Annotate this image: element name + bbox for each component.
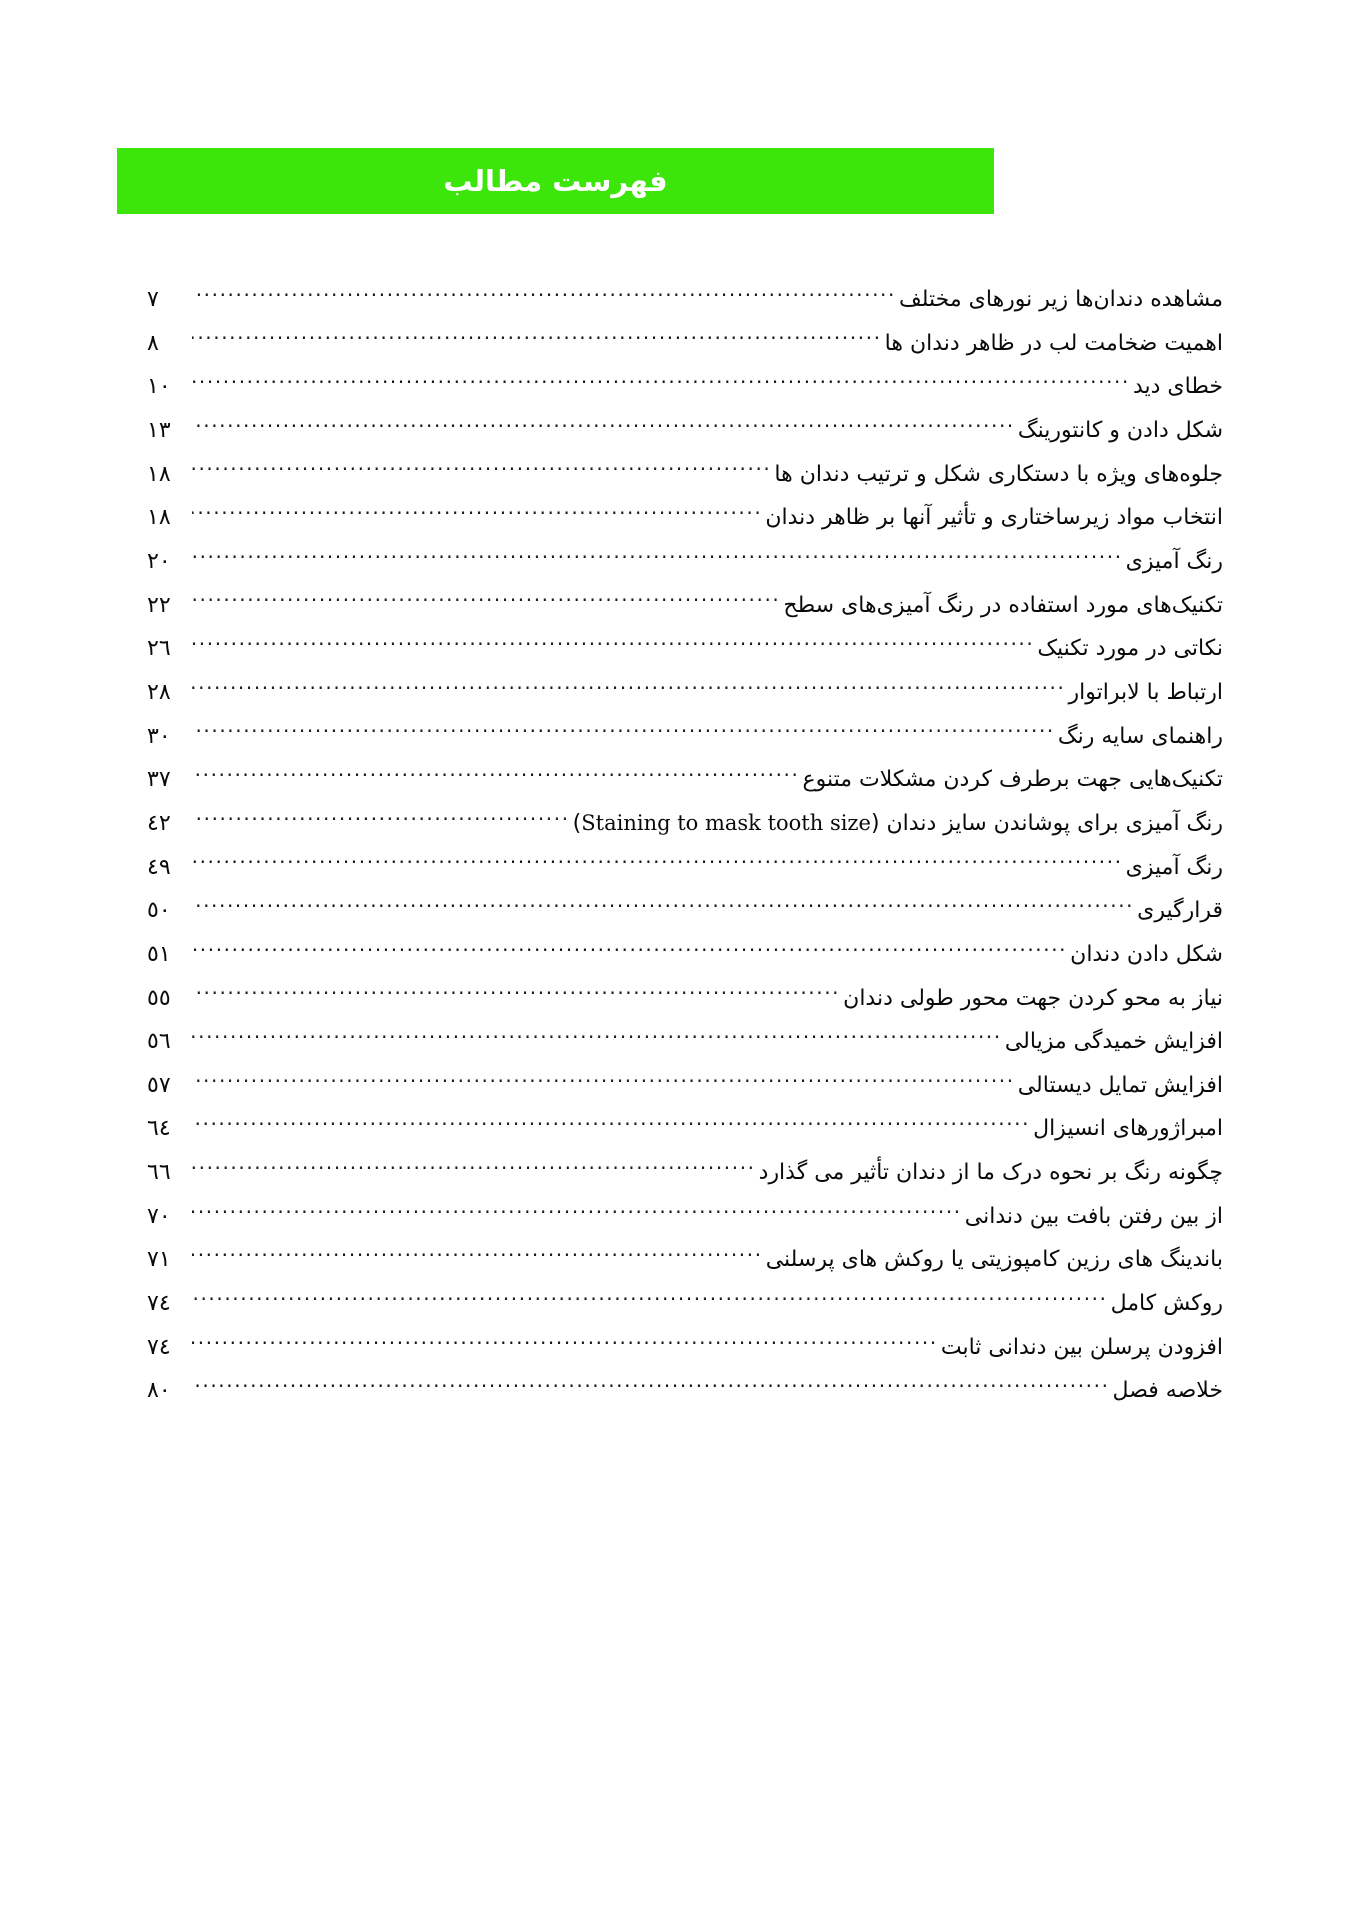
toc-entry-page-number: ١٨ [147, 505, 171, 531]
toc-entry[interactable] [145, 328, 1223, 358]
toc-entry[interactable] [145, 633, 1223, 663]
toc-entry-page-number: ٥٥ [147, 985, 171, 1011]
toc-entry-title: ارتباط با لابراتوار [1068, 679, 1223, 705]
toc-leader-dots [192, 1332, 938, 1354]
toc-entry-title: افزایش تمایل دیستالی [1017, 1072, 1223, 1098]
toc-entry-page-number: ٤٢ [147, 810, 171, 836]
toc-leader-dots [192, 502, 762, 524]
toc-leader-dots [192, 808, 570, 830]
toc-entry[interactable] [145, 808, 1223, 838]
toc-leader-dots [192, 721, 1055, 743]
toc-entry-page-number: ١٣ [147, 417, 171, 443]
toc-entry-title: رنگ آمیزی برای پوشاندن سایز دندان (Staining to mask tooth size) [572, 810, 1223, 836]
toc-entry-title: تکنیک‌های مورد استفاده در رنگ آمیزی‌های سطح [783, 592, 1223, 618]
toc-leader-dots [192, 895, 1134, 917]
toc-entry[interactable] [145, 590, 1223, 620]
toc-entry[interactable] [145, 459, 1223, 489]
toc-entry-title: قرارگیری [1137, 898, 1223, 924]
toc-leader-dots [192, 1244, 763, 1266]
toc-entry[interactable] [145, 1070, 1223, 1100]
toc-leader-dots [192, 852, 1123, 874]
toc-entry-page-number: ٦٤ [147, 1116, 171, 1142]
toc-leader-dots [192, 764, 799, 786]
toc-entry-page-number: ٢٠ [147, 548, 171, 574]
toc-entry-page-number: ٧٤ [147, 1291, 171, 1317]
toc-entry[interactable] [145, 677, 1223, 707]
toc-leader-dots [192, 1375, 1110, 1397]
toc-entry[interactable] [145, 1026, 1223, 1056]
toc-entry[interactable] [145, 284, 1223, 314]
toc-entry-title: تکنیک‌هایی جهت برطرف کردن مشکلات متنوع [802, 767, 1223, 793]
toc-entry-title-latin: Staining to mask tooth size [581, 810, 871, 835]
toc-entry-title: باندینگ های رزین کامپوزیتی یا روکش های پرسلنی [765, 1247, 1223, 1273]
toc-leader-dots [192, 983, 840, 1005]
toc-entry[interactable] [145, 1375, 1223, 1405]
toc-leader-dots [192, 371, 1130, 393]
toc-entry-title: راهنمای سایه رنگ [1057, 723, 1223, 749]
page-title: فهرست مطالب [443, 163, 668, 198]
toc-leader-dots [192, 459, 771, 481]
toc-leader-dots [192, 1201, 962, 1223]
toc-entry-page-number: ٧١ [147, 1247, 171, 1273]
toc-entry-title: شکل دادن دندان [1070, 941, 1223, 967]
toc-leader-dots [192, 677, 1065, 699]
toc-entry-page-number: ٨ [147, 330, 159, 356]
toc-entry-title: شکل دادن و کانتورینگ [1017, 417, 1223, 443]
toc-leader-dots [192, 1113, 1030, 1135]
toc-entry-page-number: ٧٤ [147, 1334, 171, 1360]
toc-entry-title: امبراژورهای انسیزال [1033, 1116, 1223, 1142]
toc-entry-page-number: ٢٨ [147, 679, 171, 705]
toc-entry-title: انتخاب مواد زیرساختاری و تأثیر آنها بر ظاهر دندان [765, 505, 1223, 531]
table-of-contents-list [0, 284, 1363, 1419]
toc-leader-dots [192, 284, 896, 306]
toc-entry[interactable] [145, 1113, 1223, 1143]
toc-leader-dots [192, 415, 1015, 437]
toc-entry-page-number: ١٨ [147, 461, 171, 487]
toc-entry-page-number: ٦٦ [147, 1160, 171, 1186]
toc-entry-page-number: ٢٦ [147, 636, 171, 662]
toc-entry[interactable] [145, 1201, 1223, 1231]
toc-leader-dots [192, 1288, 1108, 1310]
toc-entry-page-number: ٧٠ [147, 1203, 171, 1229]
toc-entry-title: اهمیت ضخامت لب در ظاهر دندان ها [884, 330, 1223, 356]
toc-entry-page-number: ٥٦ [147, 1029, 171, 1055]
toc-entry-title: چگونه رنگ بر نحوه درک ما از دندان تأثیر می گذارد [758, 1160, 1223, 1186]
toc-entry-page-number: ١٠ [147, 374, 171, 400]
toc-entry-page-number: ٥٠ [147, 898, 171, 924]
toc-entry-title: روکش کامل [1110, 1291, 1223, 1317]
toc-entry-title: خطای دید [1132, 374, 1223, 400]
toc-entry[interactable] [145, 546, 1223, 576]
toc-leader-dots [192, 546, 1123, 568]
toc-leader-dots [192, 328, 882, 350]
toc-entry[interactable] [145, 1332, 1223, 1362]
toc-entry[interactable] [145, 1244, 1223, 1274]
toc-entry-page-number: ٥٧ [147, 1072, 171, 1098]
toc-entry[interactable] [145, 939, 1223, 969]
toc-entry[interactable] [145, 502, 1223, 532]
toc-entry-page-number: ٢٢ [147, 592, 171, 618]
toc-entry[interactable] [145, 371, 1223, 401]
toc-entry-title: رنگ آمیزی [1125, 854, 1223, 880]
toc-entry-title: خلاصه فصل [1112, 1378, 1223, 1404]
toc-entry[interactable] [145, 764, 1223, 794]
toc-leader-dots [192, 1070, 1015, 1092]
toc-entry[interactable] [145, 895, 1223, 925]
toc-entry-title: از بین رفتن بافت بین دندانی [964, 1203, 1223, 1229]
toc-entry[interactable] [145, 415, 1223, 445]
toc-entry[interactable] [145, 1288, 1223, 1318]
toc-entry-page-number: ٨٠ [147, 1378, 171, 1404]
toc-entry-title: نکاتی در مورد تکنیک [1037, 636, 1223, 662]
toc-entry[interactable] [145, 1157, 1223, 1187]
toc-entry-title: مشاهده دندان‌ها زیر نورهای مختلف [898, 287, 1223, 312]
toc-leader-dots [192, 633, 1034, 655]
toc-leader-dots [192, 1157, 756, 1179]
toc-leader-dots [192, 1026, 1002, 1048]
toc-entry-page-number: ٤٩ [147, 854, 171, 880]
toc-leader-dots [192, 590, 780, 612]
toc-entry-title: جلوه‌های ویژه با دستکاری شکل و ترتیب دندان ها [774, 461, 1223, 487]
toc-entry[interactable] [145, 983, 1223, 1013]
toc-entry-page-number: ٧ [147, 287, 159, 312]
toc-entry-title: افزودن پرسلن بین دندانی ثابت [940, 1334, 1223, 1360]
toc-leader-dots [192, 939, 1067, 961]
toc-entry-title: نیاز به محو کردن جهت محور طولی دندان [843, 985, 1223, 1011]
toc-entry-title: رنگ آمیزی [1125, 548, 1223, 574]
table-of-contents-banner [117, 148, 994, 214]
toc-entry-page-number: ٣٧ [147, 767, 171, 793]
toc-entry[interactable] [145, 721, 1223, 751]
toc-entry-page-number: ٣٠ [147, 723, 171, 749]
toc-entry-page-number: ٥١ [147, 941, 171, 967]
toc-entry[interactable] [145, 852, 1223, 882]
toc-entry-title: افزایش خمیدگی مزیالی [1004, 1029, 1223, 1055]
